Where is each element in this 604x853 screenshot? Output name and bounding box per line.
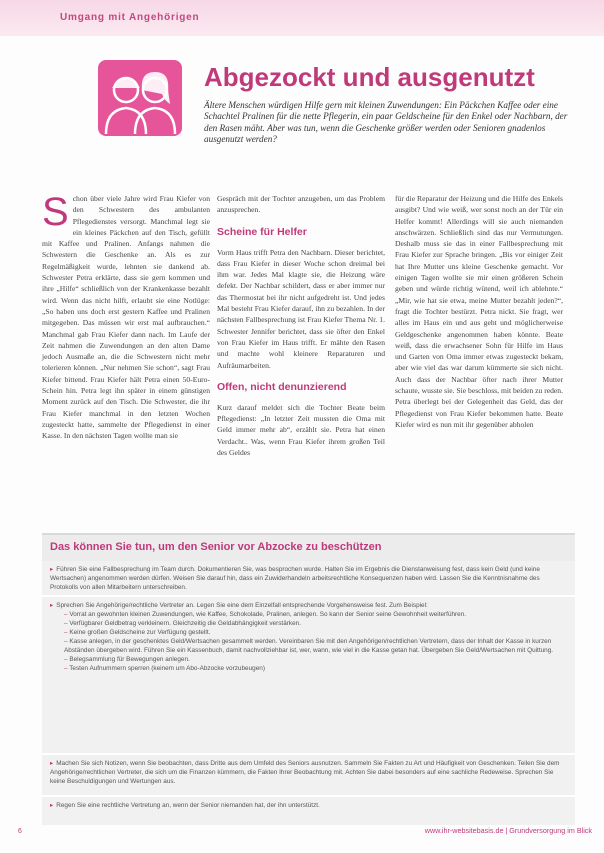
column-2-paragraph-1: Gespräch mit der Tochter anzugeben, um das Problem anzusprechen. [217,194,385,215]
tips-box [42,533,575,825]
divider [42,595,575,597]
tip-item-4 [50,801,568,810]
section-header: Umgang mit Angehörigen [60,12,200,23]
divider [42,753,575,755]
column-2-paragraph-3: Kurz darauf meldet sich die Tochter Beate beim Pflegedienst: „In letzter Zeit mussten die Oma mit Geld immer mehr ab“, erzählt sie. Petra hat einen Verdacht.. Was, wenn Frau Kiefer ihrem großen Teil des Geldes [217,402,385,458]
tip-text: Regen Sie eine rechtliche Vertretung an, wenn der Senior niemanden hat, der ihn unterstützt. [56,802,320,809]
sub-item: – Belegsammlung für Bewegungen anlegen. [64,655,568,664]
sub-item: – Testen Aufnummern sperren (keinem um Abo-Abzocke vorzubeugen) [64,664,568,673]
tip-sublist [50,610,568,673]
tip-text: Machen Sie sich Notizen, wenn Sie beobachten, dass Dritte aus dem Umfeld des Seniors ausnutzen. Sammeln Sie Fakten zu Art und Häufigkeit von Geschenken. Teilen Sie dem Angehörige/rechtlichen Vertreter, die sich um die Finanzen kümmern, die Fakten Ihrer Beobachtung mit. Achten Sie dabei besonders auf eine sachliche Redeweise. Sprechen Sie keine Beschuldigungen und Wertungen aus. [50,760,560,785]
page-number: 6 [18,828,22,835]
tips-box-title: Das können Sie tun, um den Senior vor Abzocke zu beschützen [50,541,382,553]
couple-icon [98,60,182,136]
sub-item: – Keine großen Geldscheine zur Verfügung gestellt. [64,628,568,637]
sub-item: – Kasse anlegen, in der geschenktes Geld/Wertsachen gesammelt werden. Vereinbaren Sie mit den Angehörigen/rechtlichen Vertretern, dass der Inhalt der Kasse in kurzen Abständen übergeben wird. Führen Sie ein Kassenbuch, damit nachvollziehbar ist, wer, wann, wie viel in die Kasse getan hat. Übergeben Sie Geld/Wertsachen mit Quittung. [64,637,568,655]
tip-text: Führen Sie eine Fallbesprechung im Team durch. Dokumentieren Sie, was besprochen wurde. Halten Sie im Ergebnis die Dienstanweisung fest, dass kein Geld (und keine Wertsachen) angenommen werden dürfen. Weisen Sie darauf hin, dass ein Zuwiderhandeln arbeitsrechtliche Konsequenzen haben wird. Lassen Sie die Kenntnisnahme des Protokolls von allen Mitarbeitern unterschreiben. [50,566,540,591]
subheading-offen: Offen, nicht denunzierend [217,380,347,393]
tip-item-1 [50,565,568,592]
divider [42,795,575,797]
triangle-bullet-icon: ▸ [50,760,54,767]
elderly-couple-illustration [98,60,182,136]
text-column-1 [42,190,210,442]
drop-cap: S [42,190,69,234]
text-column-3 [395,193,563,430]
column-3-text: für die Reparatur der Heizung und die Hilfe des Enkels ausgibt? Und wie weiß, wer sonst noch an der Tür ein Helfer kommt! Allerdings will sie auch niemanden anschwärzen. Schließlich sind das nur Vermutungen. Deshalb muss sie das in einer Fallbesprechung mit Frau Kiefer zur Sprache bringen. „Bis vor einiger Zeit hat Ihre Mutter uns kleine Geschenke gemacht. Vor einigen Tagen wollte sie mir einen größeren Schein geben und würde richtig wütend, weil ich ablehnte.“ „Mir, wie hat sie etwa, meine Mutter bezahlt jeden?“, fragt die Tochter bestürzt. Petra nickt. Sie fragt, wer alles im Haus ein und aus geht und möglicherweise Geldgeschenke angenommen haben könnte. Beate weiß, dass die erwachsener Sohn für Hilfe im Haus und Garten von Oma immer etwas zugesteckt bekam, aber wie viel das war darum kümmerte sie sich nicht. Auch dass der Nachbar öfter nach ihrer Mutter schaute, wusste sie. Sie beschloss, mit beiden zu reden. Petra überlegt bei der Gelegenheit das Geld, das der Pflegedienst von Frau Kiefer bekommen hatte. Beate Kiefer wird es nun mit ihr gegenüber abholen [395,194,563,429]
tip-item-2 [50,601,568,673]
footer-publication: www.ihr-websitebasis.de | Grundversorgung im Blick [424,826,592,835]
triangle-bullet-icon: ▸ [50,566,54,573]
text-column-2 [217,193,385,458]
triangle-bullet-icon: ▸ [50,602,54,609]
triangle-bullet-icon: ▸ [50,802,54,809]
subheading-scheine: Scheine für Helfer [217,225,307,238]
column-2-paragraph-2: Vorm Haus trifft Petra den Nachbarn. Dieser berichtet, dass Frau Kiefer in dieser Woche schon dreimal bei ihm war. Jedes Mal klagte sie, die Heizung wäre defekt. Der Nachbar schildert, dass er aber immer nur das Thermostat bei ihr nicht aufgedreht ist. Und jedes Mal besteht Frau Kiefer darauf, ihn zu bezahlen. In der nächsten Fallbesprechung ist Frau Kiefer Thema Nr. 1. Schwester Jennifer berichtet, dass sie öfter den Enkel von Frau Kiefer im Haus trifft. Er mähte den Rasen und machte wohl kleinere Reparaturen und Aufräumarbeiten. [217,247,385,370]
column-1-text: chon über viele Jahre wird Frau Kiefer von den Schwestern des ambulanten Pflegedienstes versorgt. Manchmal legt sie ein kleines Päckchen auf den Tisch, gefüllt mit Kaffee und Pralinen. Anfangs nahmen die Schwestern die Geschenke an. Als es zur Regelmäßigkeit wurde, lehnten sie dankend ab. Schwester Petra erklärte, dass sie gern kommen und ihre „Hilfe“ schließlich von der Krankenkasse bezahlt wird. Wenn das nicht hilft, erlaubt sie eine Notlüge: „So haben uns doch erst gestern Kaffee und Pralinen mitgegeben. Das müssen wir erst mal aufbrauchen.“ Manchmal gab Frau Kiefer dann nach. Im Laufe der Zeit nahmen die Zuwendungen an den alten Dame jedoch Ausmaße an, die die Schwestern nicht mehr tolerieren können. „Nur nehmen Sie schon“, sagt Frau Kiefer bittend. Frau Kiefer hält Petra einen 50-Euro-Schein hin. Petra legt ihn später in einem günstigen Moment zurück auf den Tisch. Die Schwester, die ihr Frau Kiefer manchmal in den letzten Wochen zugesteckt hatte, sammelte der Pflegedienst in einer Kasse. In den nächsten Tagen wollte man sie [42,194,210,441]
tip-item-3 [50,759,568,786]
sub-item: – Verfügbarer Geldbetrag verkleinern. Gleichzeitig die Geldabhängigkeit verstärken. [64,619,568,628]
article-title: Abgezockt und ausgenutzt [204,62,535,92]
article-lead: Ältere Menschen würdigen Hilfe gern mit kleinen Zuwendungen: Ein Päckchen Kaffee oder eine Schachtel Pralinen für die nette Pflegerin, ein paar Geldscheine für den Enkel oder Nachbarn, der den Rasen mäht. Aber was tun, wenn die Geschenke größer werden oder Senioren gnadenlos ausgenutzt werden? [204,100,568,145]
tip-text: Sprechen Sie Angehörige/rechtliche Vertreter an. Legen Sie eine dem Einzelfall entsprechende Vorgehensweise fest. Zum Beispiel: [56,602,428,609]
sub-item: – Vorrat an gewohnten kleinen Zuwendungen, wie Kaffee, Schokolade, Pralinen, anlegen. So kann der Senior seine Gewohnheit weiterführen. [64,610,568,619]
